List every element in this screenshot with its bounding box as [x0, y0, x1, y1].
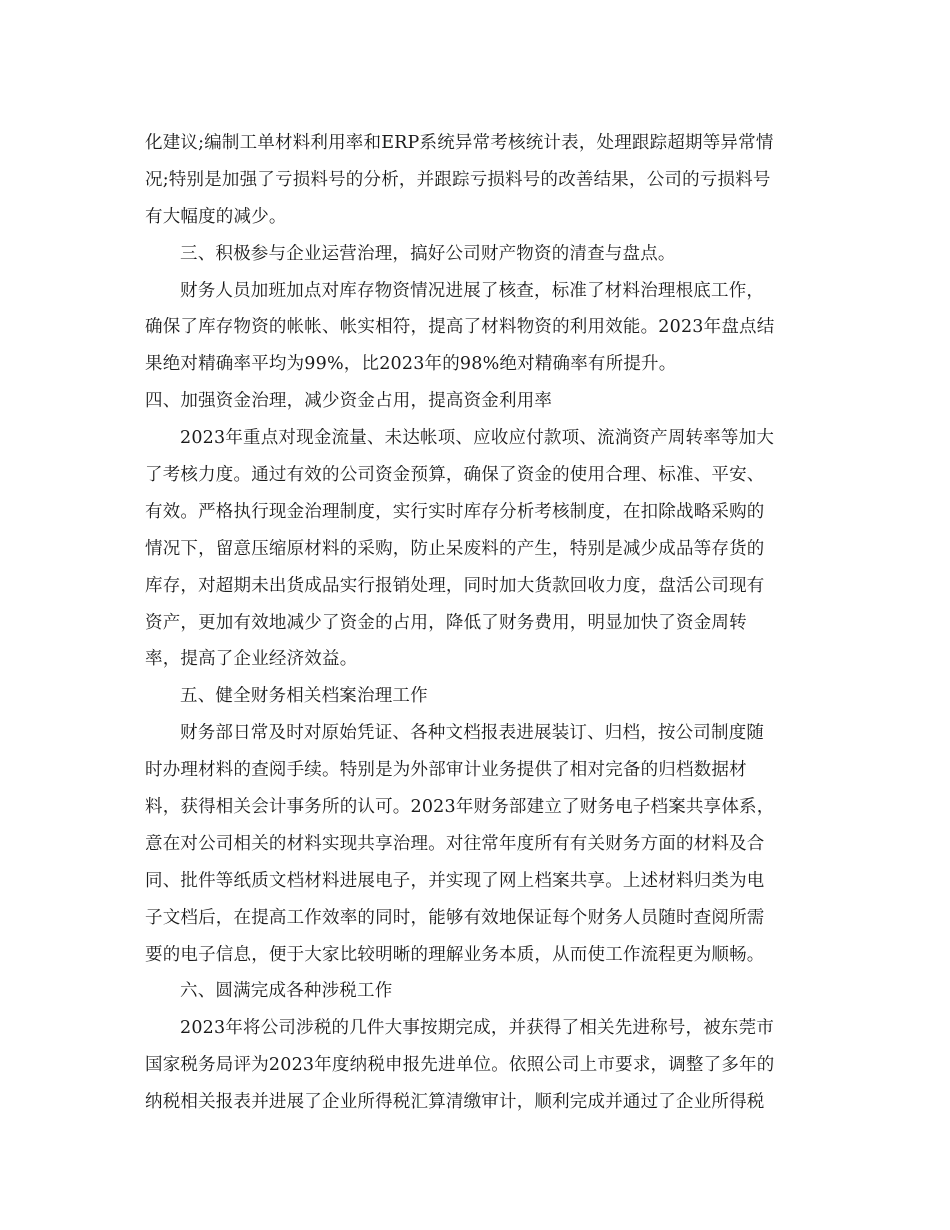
text-line: 财务部日常及时对原始凭证、各种文档报表进展装订、归档，按公司制度随: [180, 723, 765, 744]
text-line: 化建议;编制工单材料利用率和ERP系统异常考核统计表，处理跟踪超期等异常情: [145, 133, 774, 153]
text-line: 库存，对超期未出货成品实行报销处理，同时加大货款回收力度，盘活公司现有: [145, 575, 765, 596]
text-line: 财务人员加班加点对库存物资情况进展了核查，标准了材料治理根底工作，: [180, 280, 765, 301]
text-line: 四、加强资金治理，减少资金占用，提高资金利用率: [145, 391, 553, 412]
text-line: 情况下，留意压缩原材料的采购，防止呆废料的产生，特别是减少成品等存货的: [145, 538, 765, 559]
text-line: 况;特别是加强了亏损料号的分析，并跟踪亏损料号的改善结果，公司的亏损料号: [145, 169, 771, 190]
text-line: 了考核力度。通过有效的公司资金预算，确保了资金的使用合理、标准、平安、: [145, 465, 765, 486]
text-line: 纳税相关报表并进展了企业所得税汇算清缴审计，顺利完成并通过了企业所得税: [145, 1092, 765, 1113]
document-body: [145, 125, 825, 1121]
text-line: 2023年重点对现金流量、未达帐项、应收应付款项、流淌资产周转率等加大: [180, 428, 775, 449]
text-line: 有效。严格执行现金治理制度，实行实时库存分析考核制度，在扣除战略采购的: [145, 501, 765, 522]
text-line: 子文档后，在提高工作效率的同时，能够有效地保证每个财务人员随时查阅所需: [145, 907, 765, 928]
text-line: 意在对公司相关的材料实现共享治理。对往常年度所有有关财务方面的材料及合: [145, 833, 765, 854]
text-line: 要的电子信息，便于大家比较明晰的理解业务本质，从而使工作流程更为顺畅。: [145, 944, 765, 965]
text-line: 国家税务局评为2023年度纳税申报先进单位。依照公司上市要求，调整了多年的: [145, 1055, 775, 1076]
text-line: 料，获得相关会计事务所的认可。2023年财务部建立了财务电子档案共享体系，: [145, 797, 775, 818]
text-line: 六、圆满完成各种涉税工作: [180, 981, 393, 1002]
text-line: 资产，更加有效地减少了资金的占用，降低了财务费用，明显加快了资金周转: [145, 612, 747, 633]
text-line: 同、批件等纸质文档材料进展电子，并实现了网上档案共享。上述材料归类为电: [145, 870, 765, 891]
text-line: 确保了库存物资的帐帐、帐实相符，提高了材料物资的利用效能。2023年盘点结: [145, 317, 775, 338]
text-line: 五、健全财务相关档案治理工作: [180, 686, 428, 707]
text-line: 时办理材料的查阅手续。特别是为外部审计业务提供了相对完备的归档数据材: [145, 760, 747, 781]
text-line: 有大幅度的减少。: [145, 206, 287, 227]
text-line: 率，提高了企业经济效益。: [145, 649, 358, 670]
text-line: 三、积极参与企业运营治理，搞好公司财产物资的清查与盘点。: [180, 243, 676, 264]
text-line: 2023年将公司涉税的几件大事按期完成，并获得了相关先进称号，被东莞市: [180, 1018, 775, 1039]
text-line: 果绝对精确率平均为99%，比2023年的98%绝对精确率有所提升。: [145, 354, 677, 375]
